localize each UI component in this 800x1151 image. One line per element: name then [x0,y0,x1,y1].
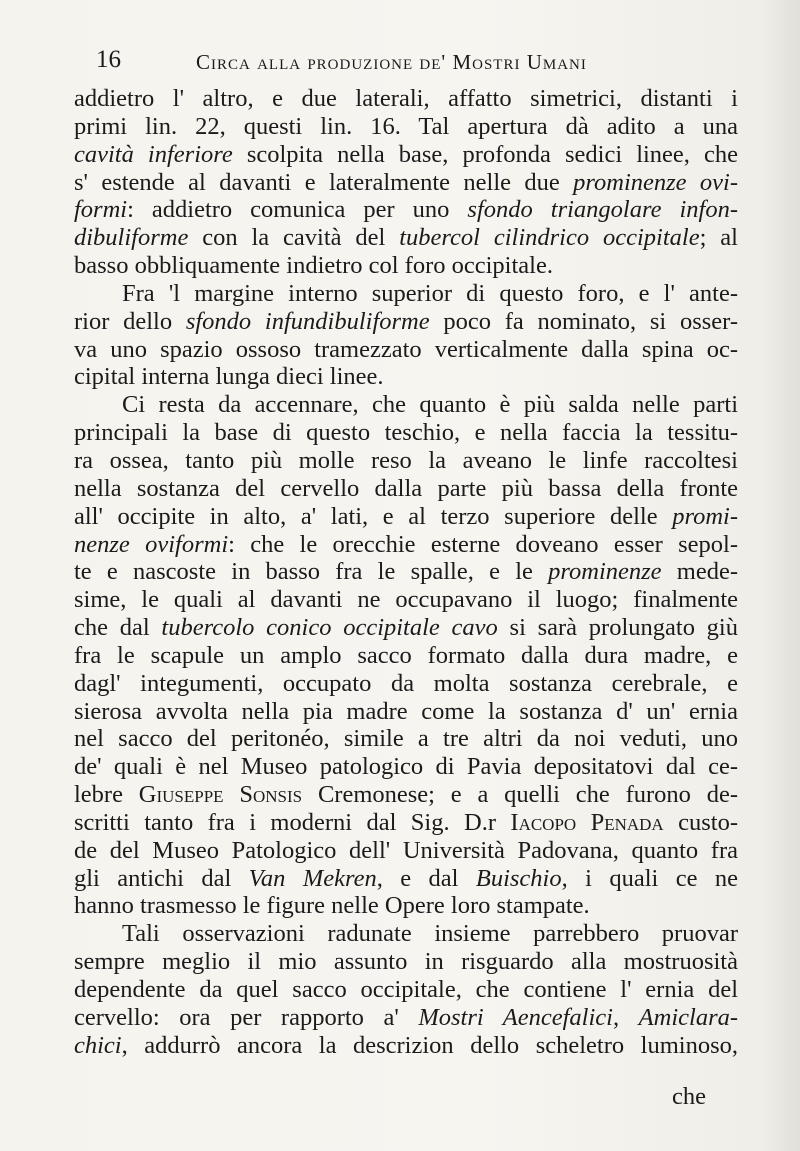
text-segment: Cremonese; e a quelli che furono de- [302,781,739,809]
text-segment: va uno spazio ossoso tramezzato verticalmente dalla spina oc- [74,335,738,363]
text-segment: che dal [74,614,162,642]
text-line [74,531,738,559]
text-segment: si sarà prolungato giù [497,614,738,642]
text-line [74,614,738,642]
text-segment: rior dello [74,307,186,335]
text-line [74,85,738,113]
running-title: Circa alla produzione de' Mostri Umani [196,50,587,74]
small-caps-name: Iacopo Penada [510,808,664,836]
text-segment: de' quali è nel Museo patologico di Pavia depositatovi dal ce- [74,753,738,781]
text-segment: sempre meglio il mio assunto in risguardo alla mostruosità [74,948,738,976]
italic-text: nenze oviformi [74,530,229,558]
text-segment: de del Museo Patologico dell' Università Padovana, quanto fra [74,836,738,864]
text-line [74,725,738,753]
text-segment: ra ossea, tanto più molle reso la aveano le linfe raccoltesi [74,446,738,474]
text-line [74,113,738,141]
text-segment: custo- [663,808,738,836]
text-line [74,920,738,948]
text-segment: scritti tanto fra i moderni dal Sig. D.r [74,808,511,836]
text-line [74,169,738,197]
text-line [74,336,738,364]
text-line [74,503,738,531]
text-segment: nel sacco del peritonéo, simile a tre altri da noi veduti, uno [74,725,738,753]
italic-text: formi [74,196,128,224]
text-segment: poco fa nominato, si osser- [429,307,738,335]
text-line [74,809,738,837]
text-line [74,308,738,336]
text-line [74,865,738,893]
text-segment: , e dal [376,864,476,892]
italic-text: sfondo triangolare infon- [467,196,738,224]
text-line [74,642,738,670]
italic-text: prominenze [548,558,662,586]
italic-text: sfondo infundibuliforme [185,307,430,335]
text-line [74,586,738,614]
text-segment: te e nascoste in basso fra le spalle, e le [74,558,549,586]
small-caps-name: Giuseppe Sonsis [138,781,303,809]
text-line [74,363,738,391]
text-line [74,948,738,976]
text-line [74,391,738,419]
italic-text: tubercolo conico occipitale cavo [161,614,498,642]
text-segment: cipital interna lunga dieci linee. [74,363,384,391]
text-line [74,1004,738,1032]
text-segment: sierosa avvolta nella pia madre come la sostanza d' un' ernia [74,697,738,725]
text-segment: , i quali ce ne [561,864,738,892]
italic-text: Mostri Aencefalici [418,1003,613,1031]
text-line [74,224,738,252]
text-segment: Ci resta da accennare, che quanto è più salda nelle parti [122,391,738,419]
text-segment: addietro l' altro, e due laterali, affatto simetrici, distanti i [74,85,738,112]
italic-text: tubercol cilindrico occipitale [399,224,700,252]
text-segment: nella sostanza del cervello dalla parte più bassa della fronte [74,474,738,502]
text-segment: : addietro comunica per uno [127,196,468,224]
text-line [74,141,738,169]
page-edge-shadow [760,0,800,1151]
text-line [74,753,738,781]
text-line [74,280,738,308]
text-segment: gli antichi dal [74,864,249,892]
text-line [74,837,738,865]
text-segment: hanno trasmesso le figure nelle Opere loro stampate. [74,892,590,920]
italic-text: Van Mekren [248,864,377,892]
text-segment: lebre [74,781,139,809]
text-segment: ; al [699,224,738,252]
text-line [74,892,738,920]
text-segment: cervello: ora per rapporto a' [74,1003,419,1031]
text-segment: con la cavità del [188,224,400,252]
text-line [74,670,738,698]
text-line [74,252,738,280]
text-line [74,781,738,809]
text-segment: Tali osservazioni radunate insieme parrebbero pruovar [122,920,738,948]
italic-text: Buischio [475,864,562,892]
text-line [74,1032,738,1060]
text-segment: all' occipite in alto, a' lati, e al terzo superiore delle [74,502,673,530]
text-line [74,419,738,447]
text-segment: fra le scapule un amplo sacco formato dalla dura madre, e [74,641,738,669]
text-segment: , addurrò ancora la descrizion dello scheletro luminoso, [121,1031,738,1059]
text-line [74,558,738,586]
text-segment: : che le orecchie esterne doveano esser sepol- [228,530,738,558]
text-segment: sime, le quali al davanti ne occupavano il luogo; finalmente [74,586,738,614]
page-header [0,46,800,76]
text-line [74,976,738,1004]
text-line [74,698,738,726]
italic-text: chici [74,1031,122,1059]
page-number: 16 [96,46,121,73]
italic-text: cavità inferiore [74,140,233,168]
text-line [74,475,738,503]
text-line [74,196,738,224]
italic-text: dibuliforme [74,224,189,252]
italic-text: prominenze ovi- [573,168,738,196]
text-segment: , [612,1003,639,1031]
italic-text: Amiclara- [638,1003,739,1031]
italic-text: promi- [672,502,738,530]
catchword: che [672,1083,706,1110]
text-segment: principali la base di questo teschio, e nella faccia la tessitu- [74,419,738,447]
body-text [74,85,738,1060]
text-segment: dependente da quel sacco occipitale, che contiene l' ernia del [74,976,738,1003]
text-segment: s' estende al davanti e lateralmente nelle due [74,168,574,196]
text-segment: primi lin. 22, questi lin. 16. Tal apertura dà adito a una [74,112,738,140]
text-segment: mede- [661,558,738,586]
text-segment: Fra 'l margine interno superior di questo foro, e l' ante- [122,279,738,307]
text-line [74,447,738,475]
text-segment: scolpita nella base, profonda sedici linee, che [232,140,738,168]
text-segment: basso obbliquamente indietro col foro occipitale. [74,252,553,280]
text-segment: dagl' integumenti, occupato da molta sostanza cerebrale, e [74,669,738,697]
